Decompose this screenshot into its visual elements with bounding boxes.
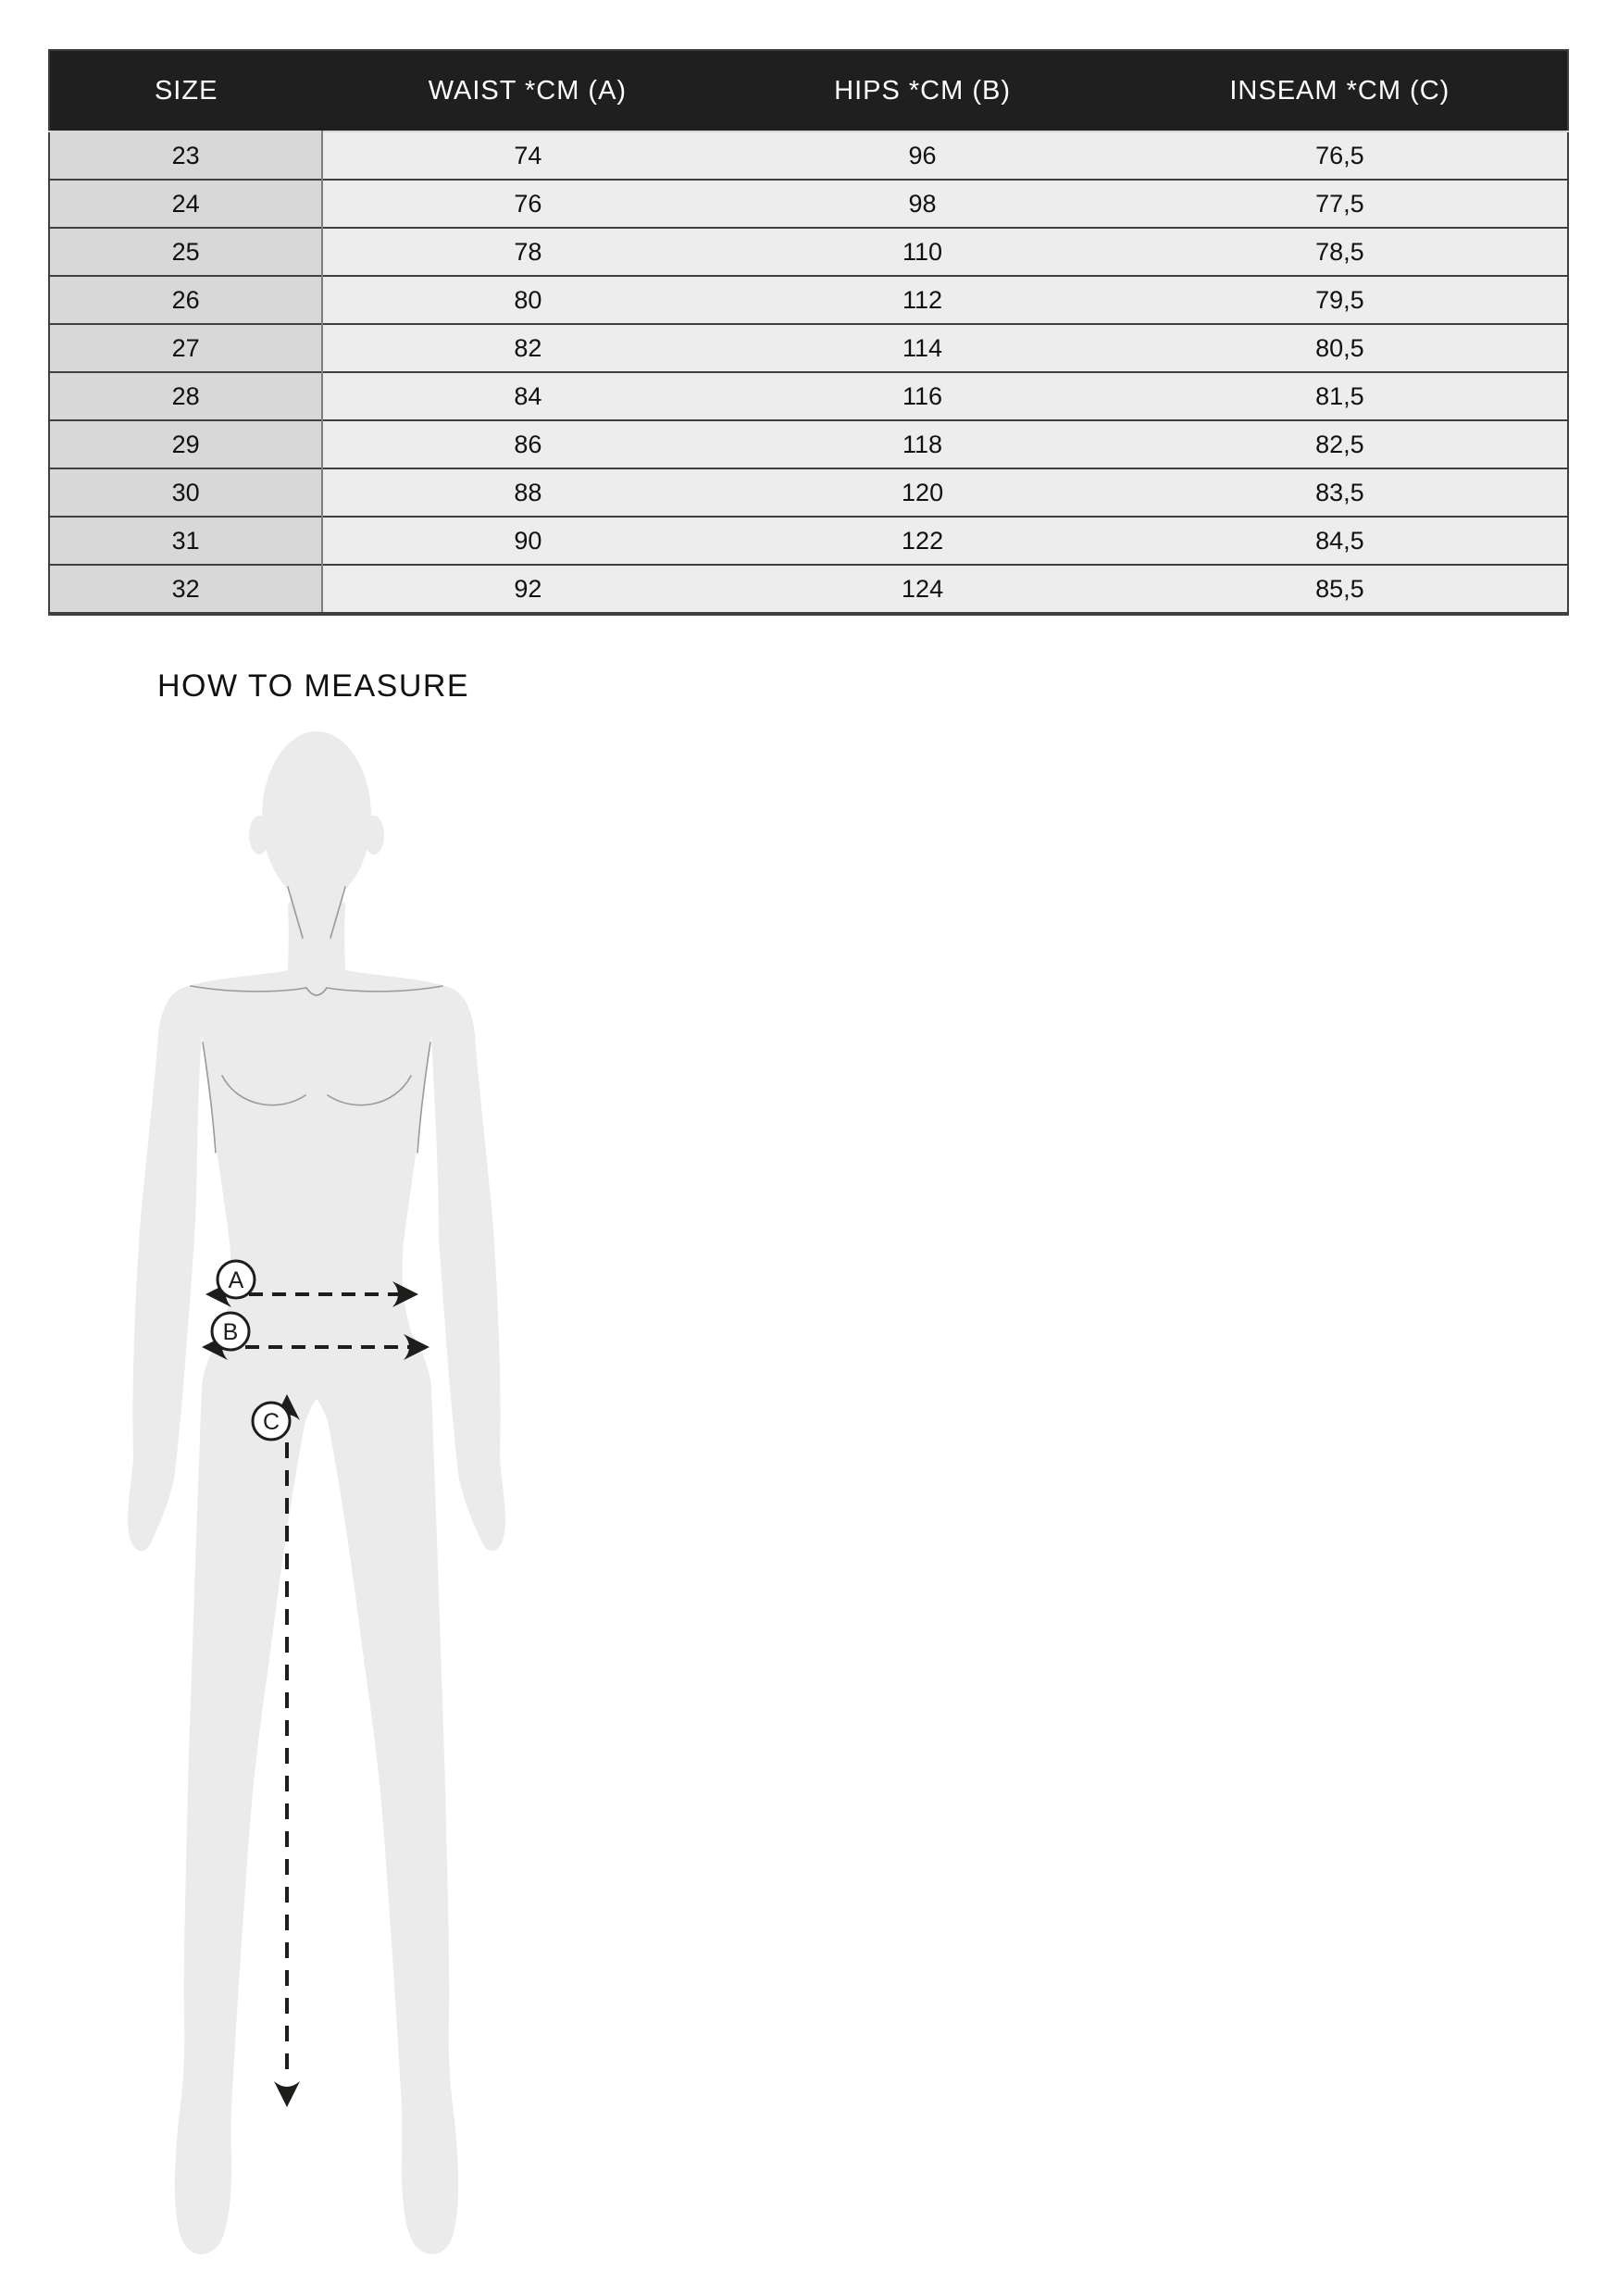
measurement-cell: 120	[732, 468, 1112, 517]
marker-a-label: A	[228, 1267, 244, 1293]
measurement-cell: 84,5	[1113, 517, 1568, 565]
measurement-cell: 85,5	[1113, 565, 1568, 614]
measurement-cell: 76	[322, 180, 732, 228]
column-header-hips: HIPS *CM (B)	[732, 50, 1112, 131]
size-cell: 31	[49, 517, 322, 565]
measurement-cell: 88	[322, 468, 732, 517]
measurement-cell: 90	[322, 517, 732, 565]
table-row	[49, 228, 1568, 276]
table-row	[49, 372, 1568, 420]
measurement-cell: 78,5	[1113, 228, 1568, 276]
measurement-cell: 98	[732, 180, 1112, 228]
measurement-cell: 74	[322, 131, 732, 180]
measurement-cell: 83,5	[1113, 468, 1568, 517]
size-cell: 32	[49, 565, 322, 614]
body-silhouette	[128, 731, 505, 2254]
measurement-cell: 78	[322, 228, 732, 276]
arrow-down-icon	[274, 2081, 300, 2107]
measurement-cell: 112	[732, 276, 1112, 324]
measurement-cell: 77,5	[1113, 180, 1568, 228]
table-row	[49, 276, 1568, 324]
measurement-cell: 118	[732, 420, 1112, 468]
measurement-cell: 80	[322, 276, 732, 324]
measurement-cell: 79,5	[1113, 276, 1568, 324]
size-cell: 28	[49, 372, 322, 420]
measurement-cell: 116	[732, 372, 1112, 420]
size-cell: 29	[49, 420, 322, 468]
table-row	[49, 468, 1568, 517]
column-header-inseam: INSEAM *CM (C)	[1113, 50, 1568, 131]
size-cell: 24	[49, 180, 322, 228]
measurement-cell: 82	[322, 324, 732, 372]
measurement-cell: 81,5	[1113, 372, 1568, 420]
size-cell: 25	[49, 228, 322, 276]
table-row	[49, 420, 1568, 468]
table-header-row	[49, 50, 1568, 131]
size-cell: 27	[49, 324, 322, 372]
table-row	[49, 324, 1568, 372]
marker-b-label: B	[222, 1319, 239, 1345]
measurement-cell: 82,5	[1113, 420, 1568, 468]
size-cell: 26	[49, 276, 322, 324]
measurement-cell: 92	[322, 565, 732, 614]
size-table-body	[49, 131, 1568, 614]
measurement-cell: 80,5	[1113, 324, 1568, 372]
size-cell: 23	[49, 131, 322, 180]
table-row	[49, 180, 1568, 228]
table-row	[49, 565, 1568, 614]
body-outline	[128, 903, 505, 2254]
measurement-cell: 114	[732, 324, 1112, 372]
measurement-cell: 96	[732, 131, 1112, 180]
table-row	[49, 517, 1568, 565]
table-row	[49, 131, 1568, 180]
size-cell: 30	[49, 468, 322, 517]
column-header-waist: WAIST *CM (A)	[322, 50, 732, 131]
measurement-cell: 76,5	[1113, 131, 1568, 180]
measurement-cell: 124	[732, 565, 1112, 614]
measurement-cell: 84	[322, 372, 732, 420]
size-chart-table	[48, 49, 1569, 616]
head-shape	[262, 731, 371, 902]
measurement-figure	[0, 722, 648, 2296]
measurement-cell: 110	[732, 228, 1112, 276]
column-header-size: SIZE	[49, 50, 322, 131]
measurement-cell: 86	[322, 420, 732, 468]
measurement-cell: 122	[732, 517, 1112, 565]
marker-c-label: C	[262, 1409, 280, 1435]
how-to-measure-heading: HOW TO MEASURE	[157, 668, 470, 704]
